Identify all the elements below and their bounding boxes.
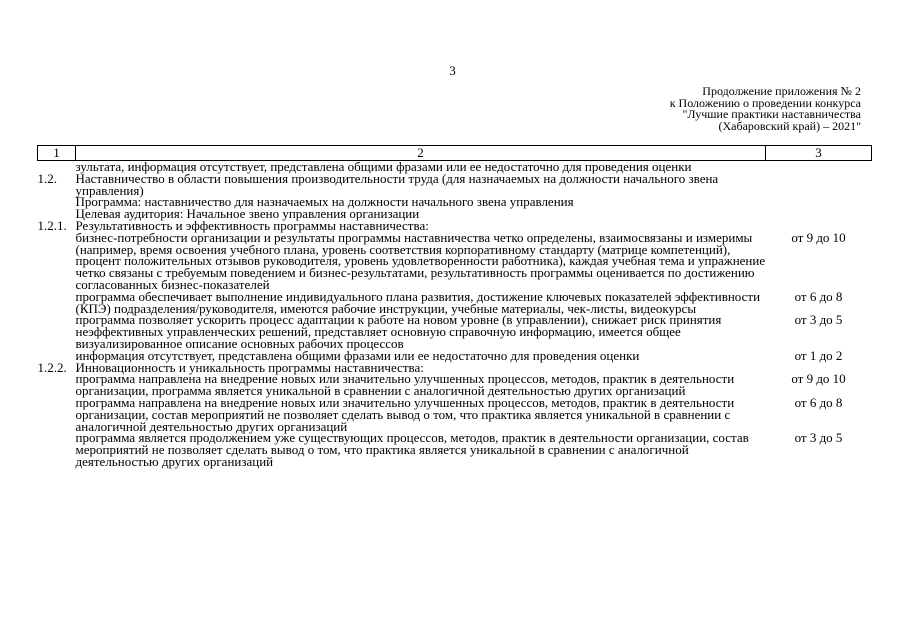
row-number (38, 196, 76, 208)
table-row (38, 173, 872, 197)
row-score: от 3 до 5 (794, 430, 843, 446)
table-row (38, 432, 872, 467)
row-number (38, 291, 76, 315)
row-score (766, 208, 872, 220)
table-row (38, 373, 872, 397)
row-number (38, 397, 76, 432)
row-text: зультата, информация отсутствует, представлена общими фразами или ее недостаточно для проведения оценки (75, 159, 692, 174)
row-number: 1.2.1. (37, 217, 67, 233)
table-row (38, 314, 872, 349)
row-text: бизнес-потребности организации и результаты программы наставничества четко определены, взаимосвязаны и измеримы (например, время освоения учебного плана, уровень соответствия корпоративному стандарту (матрице компетенций), процент положительных отзывов руководителя, уровень удовлетворенности работника), каждая учебная тема и упражнение четко связаны с требуемым поведением и бизнес-результатами, результативность программы оценивается по достижению согласованных бизнес-показателей (75, 229, 766, 292)
row-number (38, 373, 76, 397)
row-text: Программа: наставничество для назначаемых на должности начального звена управления (75, 194, 574, 210)
row-number (38, 232, 76, 291)
row-score: от 9 до 10 (791, 371, 846, 387)
annex-line-4: (Хабаровский край) – 2021" (718, 118, 861, 133)
row-text: Результативность и эффективность программы наставничества: (75, 217, 429, 233)
annex-header (670, 86, 861, 132)
annex-line-1: Продолжение приложения № 2 (702, 84, 861, 98)
row-text: Наставничество в области повышения производительности труда (для назначаемых на должности начального звена управления) (75, 170, 719, 198)
row-score: от 3 до 5 (794, 312, 843, 328)
row-score: от 9 до 10 (791, 229, 846, 245)
row-score: от 6 до 8 (794, 288, 843, 304)
row-number (38, 314, 76, 349)
column-header-2: 2 (76, 146, 766, 161)
column-header-3: 3 (766, 146, 872, 161)
row-text: программа позволяет ускорить процесс адаптации к работе на новом уровне (в управлении), снижает риск принятия неэффективных управленческих решений, представляет основную справочную информацию, имеется общее визуализированное описание основных рабочих процессов (75, 312, 722, 351)
row-number (38, 432, 76, 467)
row-text: Целевая аудитория: Начальное звено управления организации (75, 206, 420, 222)
row-number: 1.2. (37, 170, 57, 186)
row-text: программа направлена на внедрение новых или значительно улучшенных процессов, методов, практик в деятельности организации, программа является уникальной в сравнении с аналогичной деятельностью других организаций (75, 371, 735, 399)
row-text: Инновационность и уникальность программы наставничества: (75, 359, 424, 375)
row-text: программа направлена на внедрение новых или значительно улучшенных процессов, методов, практик в деятельности организации, состав мероприятий не позволяет сделать вывод о том, что практика является уникальной в сравнении с аналогичной деятельностью других организаций (75, 394, 735, 434)
row-score (766, 161, 872, 173)
row-score: от 6 до 8 (794, 394, 843, 410)
criteria-table (37, 145, 872, 468)
annex-line-2: к Положению о проведении конкурса (669, 95, 861, 110)
table-row (38, 232, 872, 291)
row-text: информация отсутствует, представлена общими фразами или ее недостаточно для проведения оценки (75, 347, 640, 363)
table-row (38, 291, 872, 315)
row-number: 1.2.2. (37, 359, 67, 375)
row-score (766, 196, 872, 208)
table-row (38, 397, 872, 432)
row-score (766, 173, 872, 197)
row-score: от 1 до 2 (794, 347, 843, 363)
row-text: программа является продолжением уже существующих процессов, методов, практик в деятельности организации, состав мероприятий не позволяет сделать вывод о том, что практика является уникальной в сравнении с аналогичной деятельностью других организаций (75, 430, 749, 469)
column-header-1: 1 (38, 146, 76, 161)
row-text: программа обеспечивает выполнение индивидуального плана развития, достижение ключевых показателей эффективности (КПЭ) подразделения/руководителя, имеются рабочие инструкции, учебные материалы, чек-листы, видеокурсы (75, 288, 761, 316)
page-number: 3 (449, 63, 456, 78)
annex-line-3: "Лучшие практики наставничества (682, 107, 861, 121)
